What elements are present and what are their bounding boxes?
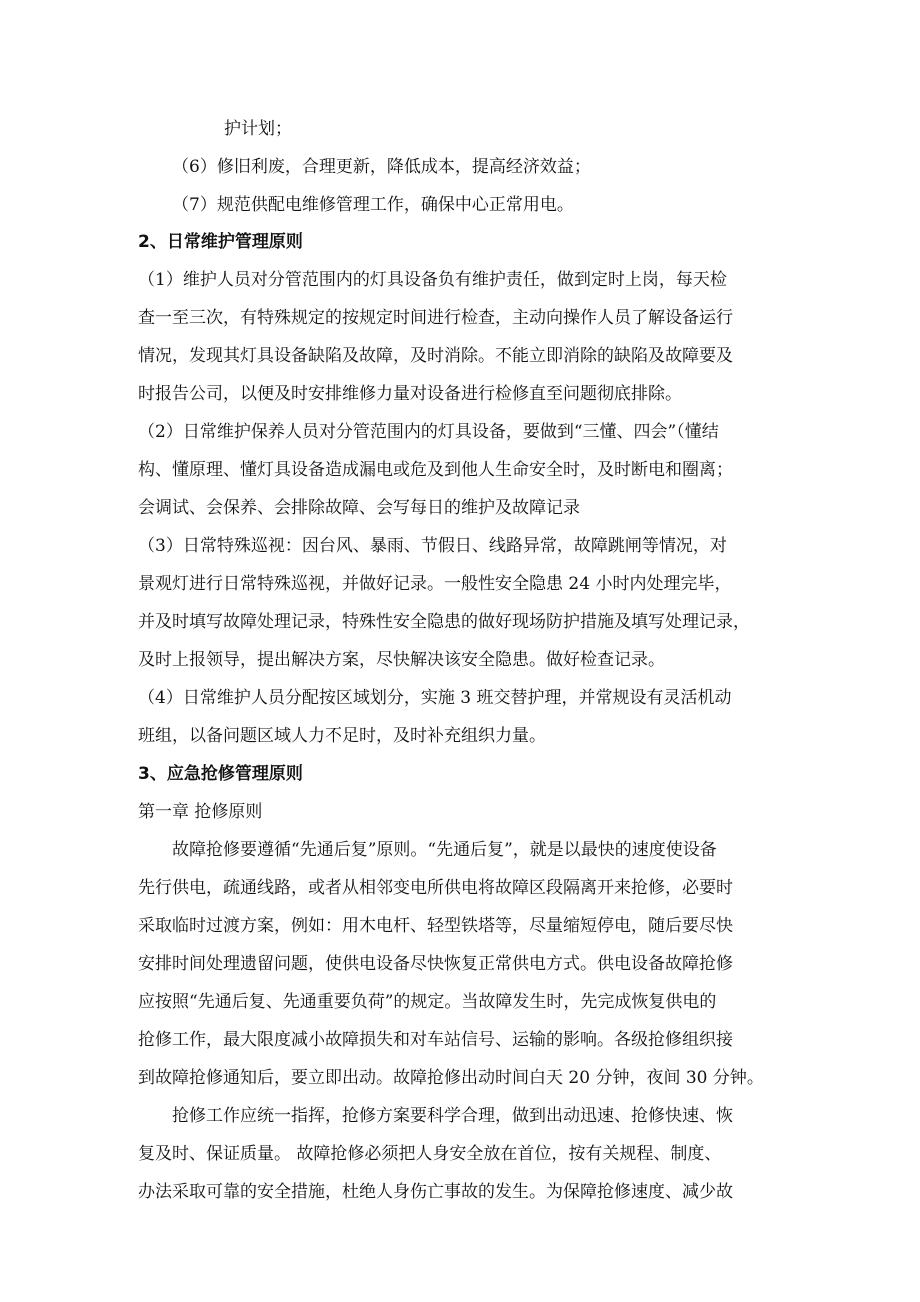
body-line: （4）日常维护人员分配按区域划分，实施 3 班交替护理，并常规设有灵活机动 — [138, 688, 732, 708]
body-line: 办法采取可靠的安全措施，杜绝人身伤亡事故的发生。为保障抢修速度、减少故 — [138, 1182, 733, 1202]
body-line: 及时上报领导，提出解决方案，尽快解决该安全隐患。做好检查记录。 — [138, 650, 665, 670]
body-line: （1）维护人员对分管范围内的灯具设备负有维护责任，做到定时上岗，每天检 — [138, 270, 727, 290]
body-line: 查一至三次，有特殊规定的按规定时间进行检查，主动向操作人员了解设备运行 — [138, 308, 733, 328]
body-line: 构、懂原理、懂灯具设备造成漏电或危及到他人生命安全时，及时断电和圈离； — [138, 460, 733, 480]
body-line: 先行供电，疏通线路，或者从相邻变电所供电将故障区段隔离开来抢修，必要时 — [138, 878, 733, 898]
body-line: 护计划； — [224, 119, 292, 139]
body-line: 安排时间处理遗留问题，使供电设备尽快恢复正常供电方式。供电设备故障抢修 — [138, 954, 733, 974]
list-item-7: （7）规范供配电维修管理工作，确保中心正常用电。 — [172, 195, 574, 215]
section-heading-3: 3、应急抢修管理原则 — [138, 764, 303, 784]
body-line: 情况，发现其灯具设备缺陷及故障，及时消除。不能立即消除的缺陷及故障要及 — [138, 346, 733, 366]
body-line: （2）日常维护保养人员对分管范围内的灯具设备，要做到“三懂、四会”（懂结 — [138, 422, 719, 442]
body-line: 抢修工作应统一指挥，抢修方案要科学合理，做到出动迅速、抢修快速、恢 — [172, 1106, 733, 1126]
body-line: 复及时、保证质量。 故障抢修必须把人身安全放在首位，按有关规程、制度、 — [138, 1144, 722, 1164]
chapter-heading: 第一章 抢修原则 — [138, 802, 263, 822]
list-item-6: （6）修旧利废，合理更新，降低成本，提高经济效益； — [172, 157, 591, 177]
body-line: 会调试、会保养、会排除故障、会写每日的维护及故障记录 — [138, 498, 580, 518]
body-line: 班组，以备问题区域人力不足时，及时补充组织力量。 — [138, 726, 546, 746]
body-line: 应按照“先通后复、先通重要负荷”的规定。当故障发生时，先完成恢复供电的 — [138, 992, 717, 1012]
body-line: 抢修工作，最大限度减小故障损失和对车站信号、运输的影响。各级抢修组织接 — [138, 1030, 733, 1050]
body-line: 故障抢修要遵循“先通后复”原则。“先通后复”，就是以最快的速度使设备 — [172, 840, 717, 860]
body-line: 并及时填写故障处理记录，特殊性安全隐患的做好现场防护措施及填写处理记录， — [138, 612, 750, 632]
body-line: 时报告公司，以便及时安排维修力量对设备进行检修直至问题彻底排除。 — [138, 384, 682, 404]
body-line: （3）日常特殊巡视：因台风、暴雨、节假日、线路异常，故障跳闸等情况，对 — [138, 536, 727, 556]
body-line: 到故障抢修通知后，要立即出动。故障抢修出动时间白天 20 分钟，夜间 30 分钟。 — [138, 1068, 764, 1088]
section-heading-2: 2、日常维护管理原则 — [138, 232, 303, 252]
body-line: 景观灯进行日常特殊巡视，并做好记录。一般性安全隐患 24 小时内处理完毕， — [138, 574, 732, 594]
body-line: 采取临时过渡方案，例如：用木电杆、轻型铁塔等，尽量缩短停电，随后要尽快 — [138, 916, 733, 936]
